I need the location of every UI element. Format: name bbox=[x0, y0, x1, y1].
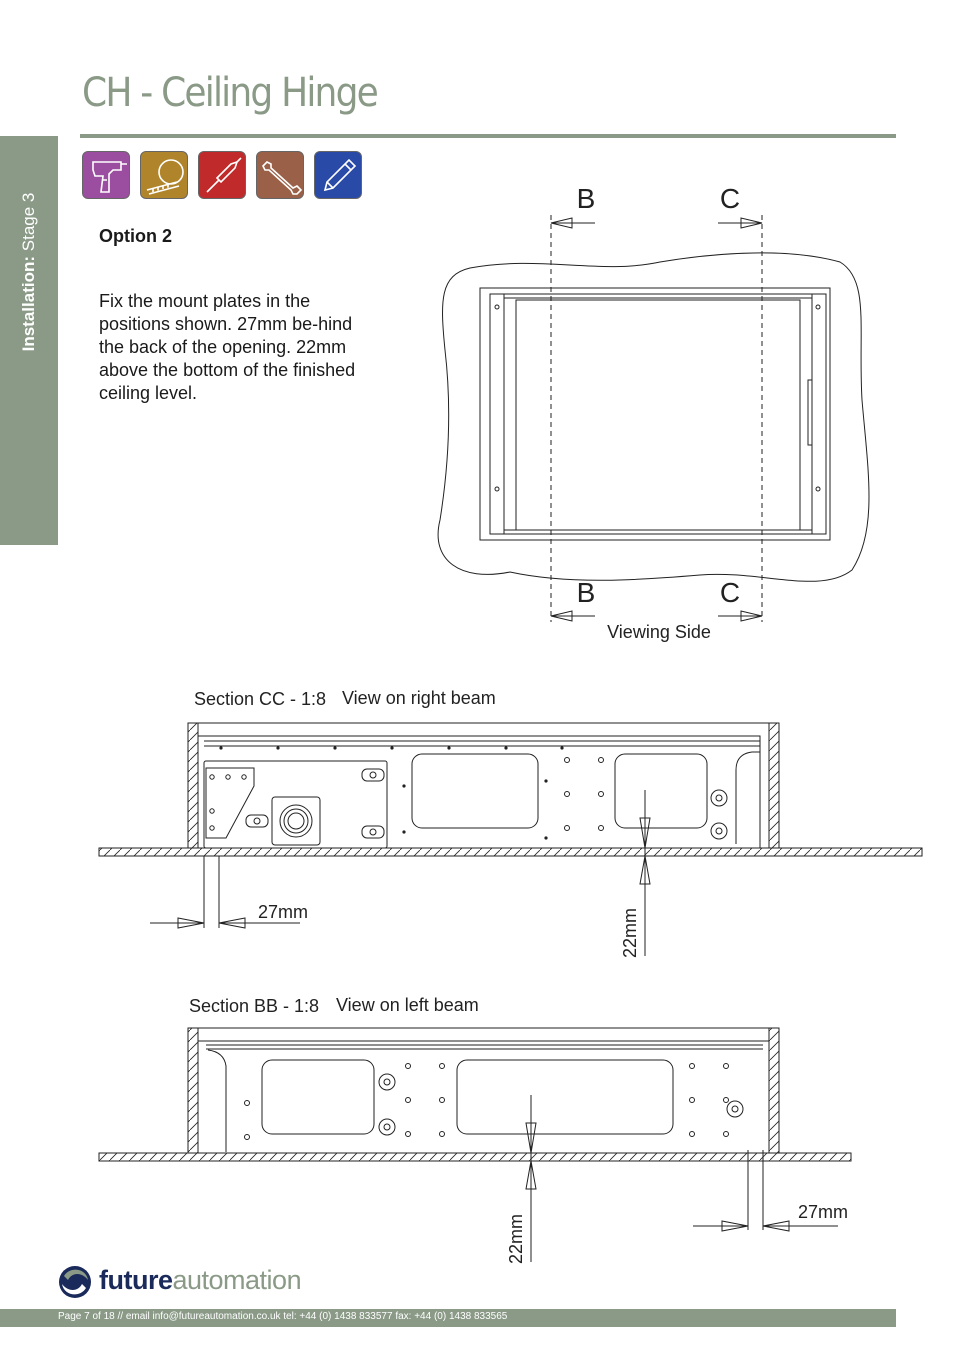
section-cc-dim-27mm: 27mm bbox=[258, 902, 309, 922]
option-heading: Option 2 bbox=[99, 226, 172, 246]
frame-outer bbox=[480, 288, 830, 540]
frame-latch bbox=[808, 380, 812, 445]
plan-label-c-top: C bbox=[719, 183, 741, 214]
section-cc-subtitle: View on right beam bbox=[342, 688, 496, 708]
section-bb-subtitle: View on left beam bbox=[336, 995, 479, 1015]
plan-label-c-bottom: C bbox=[719, 577, 741, 608]
section-cc-dim-22mm: 22mm bbox=[620, 907, 640, 958]
plan-label-b-top: B bbox=[576, 183, 596, 214]
frame-left-rail bbox=[490, 294, 504, 534]
logo-swirl-icon bbox=[56, 1262, 94, 1302]
logo-text-future: future bbox=[99, 1265, 173, 1295]
viewing-side-label: Viewing Side bbox=[607, 622, 711, 642]
ceiling-opening-outline bbox=[438, 253, 869, 581]
frame-screen bbox=[516, 300, 800, 530]
frame-inner-top bbox=[504, 294, 812, 298]
footer-contact-text: Page 7 of 18 // email info@futureautomation.co.uk tel: +44 (0) 1438 833577 fax: +44 (0) 1438 833565 bbox=[58, 1311, 508, 1322]
frame-inner-bottom bbox=[504, 530, 812, 534]
page-title: CH - Ceiling Hinge bbox=[82, 70, 377, 116]
section-cc-drawing bbox=[99, 723, 922, 956]
section-bb-drawing bbox=[99, 1028, 851, 1262]
section-bb-title: Section BB - 1:8 bbox=[189, 996, 320, 1016]
frame-right-rail bbox=[812, 294, 826, 534]
section-bb-dim-27mm: 27mm bbox=[798, 1202, 849, 1222]
logo-text-automation: automation bbox=[172, 1265, 302, 1295]
instructions-text: Fix the mount plates in the positions shown. 27mm be-hind the back of the opening. 22mm above the bottom of the finished ceiling level. bbox=[99, 291, 356, 403]
sidebar-label-bold: Installation: bbox=[19, 255, 38, 352]
section-bb-dim-22mm: 22mm bbox=[506, 1213, 526, 1264]
plan-label-b-bottom: B bbox=[576, 577, 596, 608]
section-cc-title: Section CC - 1:8 bbox=[194, 689, 327, 709]
sidebar-label-stage: Stage 3 bbox=[19, 192, 38, 252]
plan-view bbox=[438, 215, 869, 622]
